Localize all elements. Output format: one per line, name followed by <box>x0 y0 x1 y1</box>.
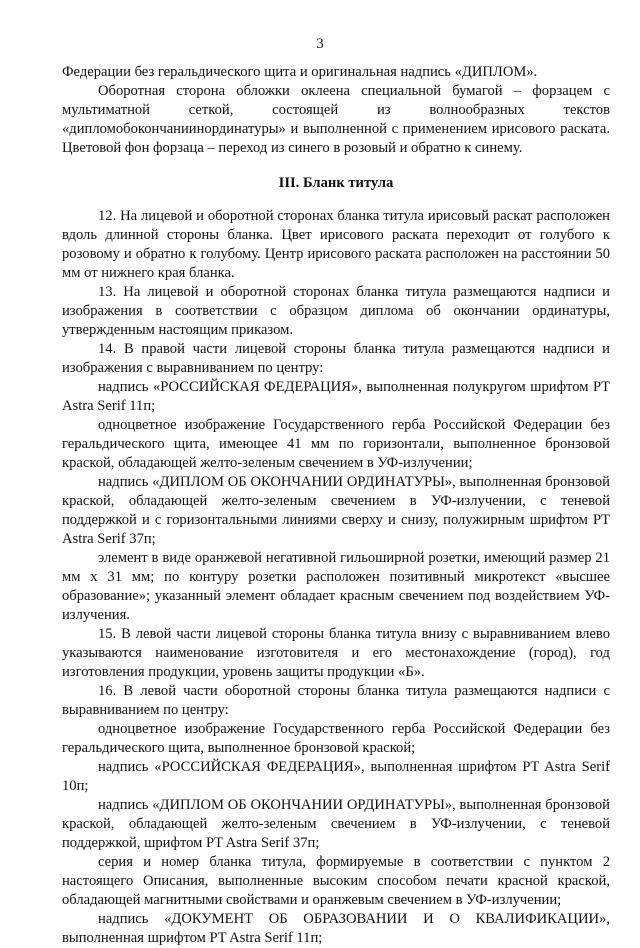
paragraph: 14. В правой части лицевой стороны бланка титула размещаются надписи и изображения с выравниванием по центру: <box>62 341 610 376</box>
paragraph: Оборотная сторона обложки оклеена специальной бумагой – форзацем с мультиматной сеткой, состоящей из волнообразных текстов «дипломобокончаниинординатуры» и выполненной с применением ирисового раската. Цветовой фон форзаца – переход из синего в розовый и обратно к синему. <box>62 83 610 156</box>
paragraph: надпись «ДИПЛОМ ОБ ОКОНЧАНИИ ОРДИНАТУРЫ», выполненная бронзовой краской, обладающей желто-зеленым свечением в УФ-излучении, с теневой поддержкой, шрифтом PT Astra Serif 37п; <box>62 797 610 851</box>
paragraph: надпись «ДОКУМЕНТ ОБ ОБРАЗОВАНИИ И О КВАЛИФИКАЦИИ», выполненная шрифтом PT Astra Serif 11п; <box>62 911 610 946</box>
paragraph: 15. В левой части лицевой стороны бланка титула внизу с выравниванием влево указываются наименование изготовителя и его местонахождение (город), год изготовления продукции, уровень защиты продукции «Б». <box>62 626 610 680</box>
document-body <box>62 63 610 948</box>
paragraph: надпись «РОССИЙСКАЯ ФЕДЕРАЦИЯ», выполненная полукругом шрифтом PT Astra Serif 11п; <box>62 379 610 414</box>
page-number: 3 <box>316 36 324 52</box>
paragraph: Федерации без геральдического щита и оригинальная надпись «ДИПЛОМ». <box>62 64 538 80</box>
paragraph: серия и номер бланка титула, формируемые в соответствии с пунктом 2 настоящего Описания, выполненные высоким способом печати красной краской, обладающей магнитными свойствами и оранжевым свечением в УФ-излучении; <box>62 854 610 908</box>
section-heading: III. Бланк титула <box>278 175 394 191</box>
paragraph: 16. В левой части оборотной стороны бланка титула размещаются надписи с выравниванием по центру: <box>62 683 610 718</box>
paragraph: 12. На лицевой и оборотной сторонах бланка титула ирисовый раскат расположен вдоль длинной стороны бланка. Цвет ирисового раската переходит от голубого к розовому и обратно к голубому. Центр ирисового раската расположен на расстоянии 50 мм от нижнего края бланка. <box>62 208 610 281</box>
paragraph: надпись «ДИПЛОМ ОБ ОКОНЧАНИИ ОРДИНАТУРЫ», выполненная бронзовой краской, обладающей желто-зеленым свечением в УФ-излучении, с теневой поддержкой и с горизонтальными линиями сверху и снизу, полужирным шрифтом PT Astra Serif 37п; <box>62 474 610 547</box>
paragraph: элемент в виде оранжевой негативной гильоширной розетки, имеющий размер 21 мм х 31 мм; по контуру розетки расположен позитивный микротекст «высшее образование»; указанный элемент обладает красным свечением под воздействием УФ-излучения. <box>62 550 610 623</box>
paragraph: 13. На лицевой и оборотной сторонах бланка титула размещаются надписи и изображения в соответствии с образцом диплома об окончании ординатуры, утвержденным настоящим приказом. <box>62 284 610 338</box>
paragraph: одноцветное изображение Государственного герба Российской Федерации без геральдического щита, выполненное бронзовой краской; <box>62 721 610 756</box>
paragraph: одноцветное изображение Государственного герба Российской Федерации без геральдического щита, имеющее 41 мм по горизонтали, выполненное бронзовой краской, обладающей желто-зеленым свечением в УФ-излучении; <box>62 417 610 471</box>
paragraph: надпись «РОССИЙСКАЯ ФЕДЕРАЦИЯ», выполненная шрифтом PT Astra Serif 10п; <box>62 759 610 794</box>
